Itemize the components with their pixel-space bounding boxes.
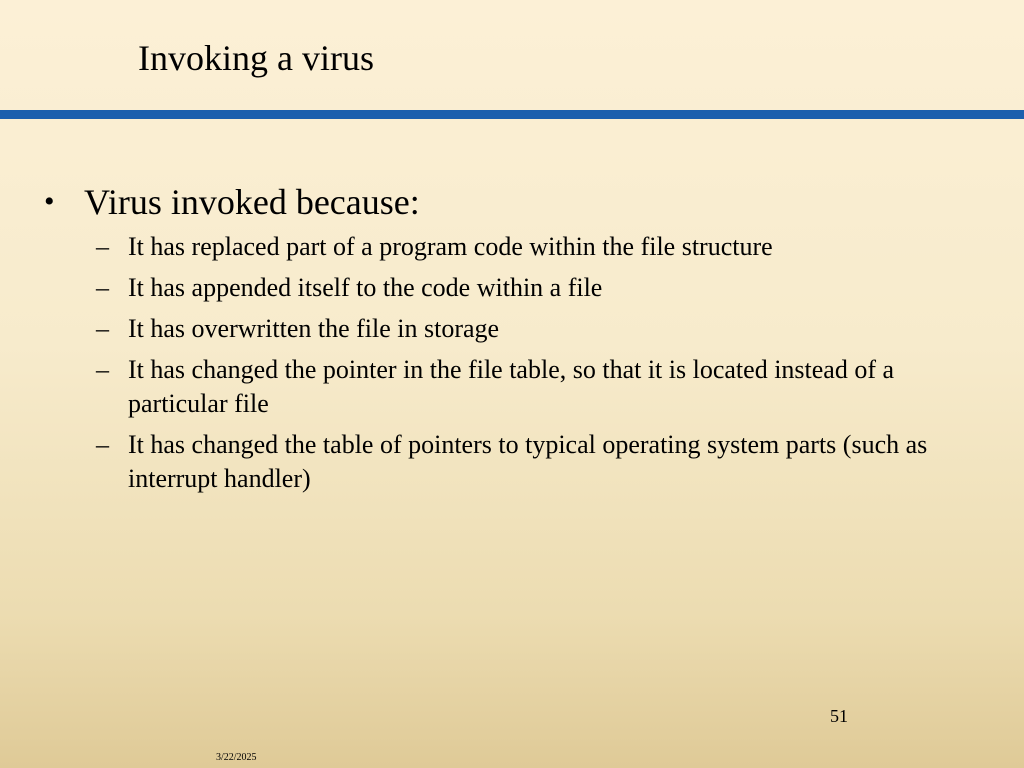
dash-marker: – — [96, 355, 109, 384]
slide-date: 3/22/2025 — [216, 752, 257, 763]
dash-marker: – — [96, 232, 109, 261]
slide-title: Invoking a virus — [138, 38, 374, 78]
bullet-marker: • — [44, 185, 55, 218]
dash-marker: – — [96, 314, 109, 343]
page-number: 51 — [830, 706, 848, 726]
sub-bullet-item — [96, 230, 976, 264]
title-rule — [0, 110, 1024, 119]
sub-bullet-text: It has appended itself to the code within a file — [128, 273, 603, 302]
dash-marker: – — [96, 273, 109, 302]
sub-bullet-list — [96, 230, 976, 503]
sub-bullet-text: It has replaced part of a program code within the file structure — [128, 232, 773, 261]
dash-marker: – — [96, 430, 109, 459]
bullet-text: Virus invoked because: — [84, 182, 420, 222]
sub-bullet-text: It has overwritten the file in storage — [128, 314, 500, 343]
sub-bullet-text: It has changed the table of pointers to typical operating system parts (such as interrupt handler) — [128, 430, 928, 493]
sub-bullet-item — [96, 271, 976, 305]
sub-bullet-item — [96, 312, 976, 346]
sub-bullet-text: It has changed the pointer in the file table, so that it is located instead of a particular file — [128, 355, 895, 418]
sub-bullet-item — [96, 353, 976, 421]
sub-bullet-item — [96, 428, 976, 496]
